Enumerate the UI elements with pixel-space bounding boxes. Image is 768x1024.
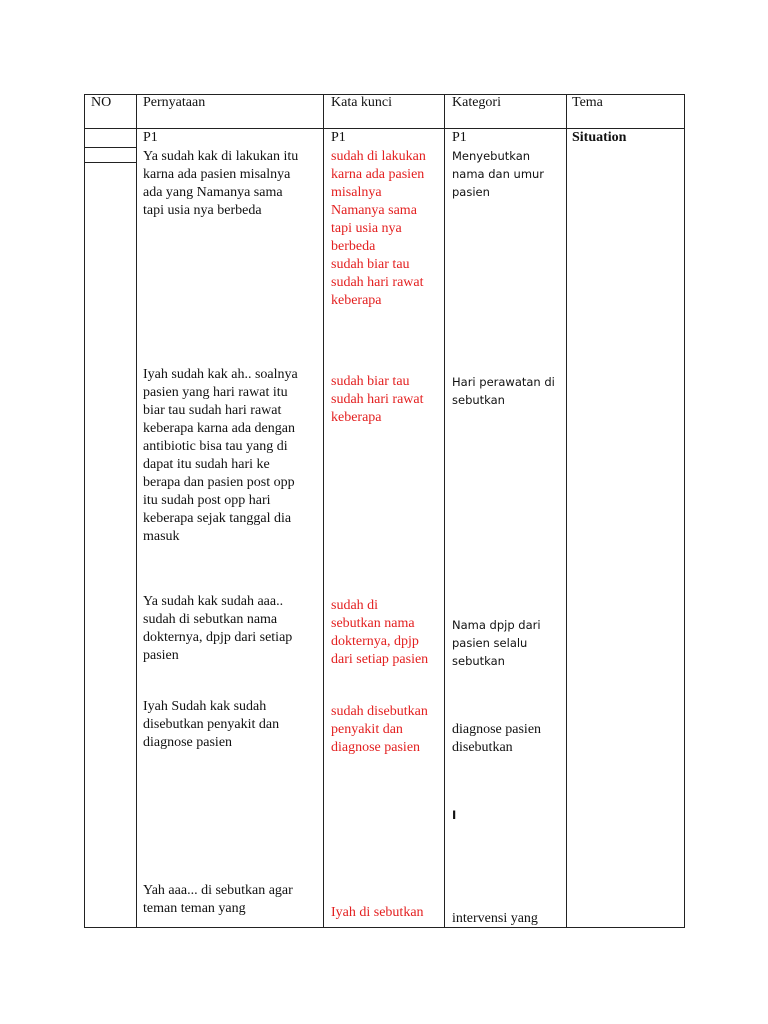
statement-line: masuk xyxy=(143,529,180,544)
category-2 xyxy=(452,373,555,409)
header-kategori: Kategori xyxy=(452,95,501,110)
statement-line: dapat itu sudah hari ke xyxy=(143,457,270,472)
statement-line: itu sudah post opp hari xyxy=(143,493,271,508)
statement-2 xyxy=(143,366,298,546)
statement-4 xyxy=(143,698,279,752)
category-1 xyxy=(452,147,544,201)
keyword-3 xyxy=(331,597,428,669)
subheader-kata-kunci: P1 xyxy=(331,130,346,145)
category-line: pasien selalu xyxy=(452,636,528,650)
column-divider xyxy=(323,95,324,927)
keyword-line: diagnose pasien xyxy=(331,740,421,755)
statement-line: karna ada pasien misalnya xyxy=(143,167,291,182)
category-line: diagnose pasien xyxy=(452,722,542,737)
header-pernyataan: Pernyataan xyxy=(143,95,206,110)
keyword-line: sudah biar tau xyxy=(331,257,410,272)
keyword-line: sudah biar tau xyxy=(331,374,410,389)
header-kata-kunci: Kata kunci xyxy=(331,95,393,110)
keyword-5 xyxy=(331,904,424,922)
header-no: NO xyxy=(91,95,112,110)
keyword-1 xyxy=(331,148,426,310)
header-tema: Tema xyxy=(572,95,603,110)
statement-line: keberapa karna ada dengan xyxy=(143,421,295,436)
statement-line: pasien yang hari rawat itu xyxy=(143,385,288,400)
category-3 xyxy=(452,616,541,670)
statement-line: ada yang Namanya sama xyxy=(143,185,283,200)
column-divider xyxy=(444,95,445,927)
statement-line: Yah aaa... di sebutkan agar xyxy=(143,883,293,898)
keyword-4 xyxy=(331,703,428,757)
keyword-2 xyxy=(331,373,424,427)
statement-line: pasien xyxy=(143,648,179,663)
category-4 xyxy=(452,721,541,757)
category-line: Menyebutkan xyxy=(452,149,531,163)
keyword-line: karna ada pasien xyxy=(331,167,425,182)
statement-line: diagnose pasien xyxy=(143,735,233,750)
row-divider xyxy=(85,162,136,163)
statement-line: biar tau sudah hari rawat xyxy=(143,403,282,418)
statement-3 xyxy=(143,593,292,665)
row-divider xyxy=(85,147,136,148)
keyword-line: sudah di xyxy=(331,598,379,613)
column-divider xyxy=(136,95,137,927)
category-5 xyxy=(452,910,538,928)
statement-line: keberapa sejak tanggal dia xyxy=(143,511,292,526)
subheader-kategori: P1 xyxy=(452,130,467,145)
keyword-line: dari setiap pasien xyxy=(331,652,429,667)
keyword-line: keberapa xyxy=(331,293,382,308)
statement-line: disebutkan penyakit dan xyxy=(143,717,280,732)
category-line: pasien xyxy=(452,185,490,199)
statement-line: Ya sudah kak sudah aaa.. xyxy=(143,594,284,609)
statement-line: sudah di sebutkan nama xyxy=(143,612,278,627)
statement-line: tapi usia nya berbeda xyxy=(143,203,262,218)
category-4-extra: I xyxy=(452,808,457,822)
keyword-line: dokternya, dpjp xyxy=(331,634,419,649)
statement-line: teman teman yang xyxy=(143,901,246,916)
category-line: nama dan umur xyxy=(452,167,545,181)
keyword-line: sudah disebutkan xyxy=(331,704,428,719)
keyword-line: Namanya sama xyxy=(331,203,417,218)
column-divider xyxy=(566,95,567,927)
category-line: disebutkan xyxy=(452,740,513,755)
category-line: intervensi yang xyxy=(452,911,538,926)
statement-line: dokternya, dpjp dari setiap xyxy=(143,630,293,645)
keyword-line: tapi usia nya xyxy=(331,221,402,236)
statement-line: berapa dan pasien post opp xyxy=(143,475,295,490)
keyword-line: keberapa xyxy=(331,410,382,425)
category-line: sebutkan xyxy=(452,393,505,407)
tema-situation: Situation xyxy=(572,130,627,145)
keyword-line: penyakit dan xyxy=(331,722,403,737)
statement-line: Iyah sudah kak ah.. soalnya xyxy=(143,367,298,382)
keyword-line: sudah hari rawat xyxy=(331,392,424,407)
category-line: Hari perawatan di xyxy=(452,375,555,389)
category-line: sebutkan xyxy=(452,654,505,668)
keyword-line: Iyah di sebutkan xyxy=(331,905,424,920)
keyword-line: berbeda xyxy=(331,239,376,254)
statement-1 xyxy=(143,148,298,220)
statement-line: Ya sudah kak di lakukan itu xyxy=(143,149,299,164)
category-line: Nama dpjp dari xyxy=(452,618,541,632)
keyword-line: sudah hari rawat xyxy=(331,275,424,290)
statement-5 xyxy=(143,882,293,918)
keyword-line: misalnya xyxy=(331,185,382,200)
keyword-line: sudah di lakukan xyxy=(331,149,426,164)
statement-line: Iyah Sudah kak sudah xyxy=(143,699,267,714)
statement-line: antibiotic bisa tau yang di xyxy=(143,439,288,454)
keyword-line: sebutkan nama xyxy=(331,616,415,631)
subheader-pernyataan: P1 xyxy=(143,130,158,145)
